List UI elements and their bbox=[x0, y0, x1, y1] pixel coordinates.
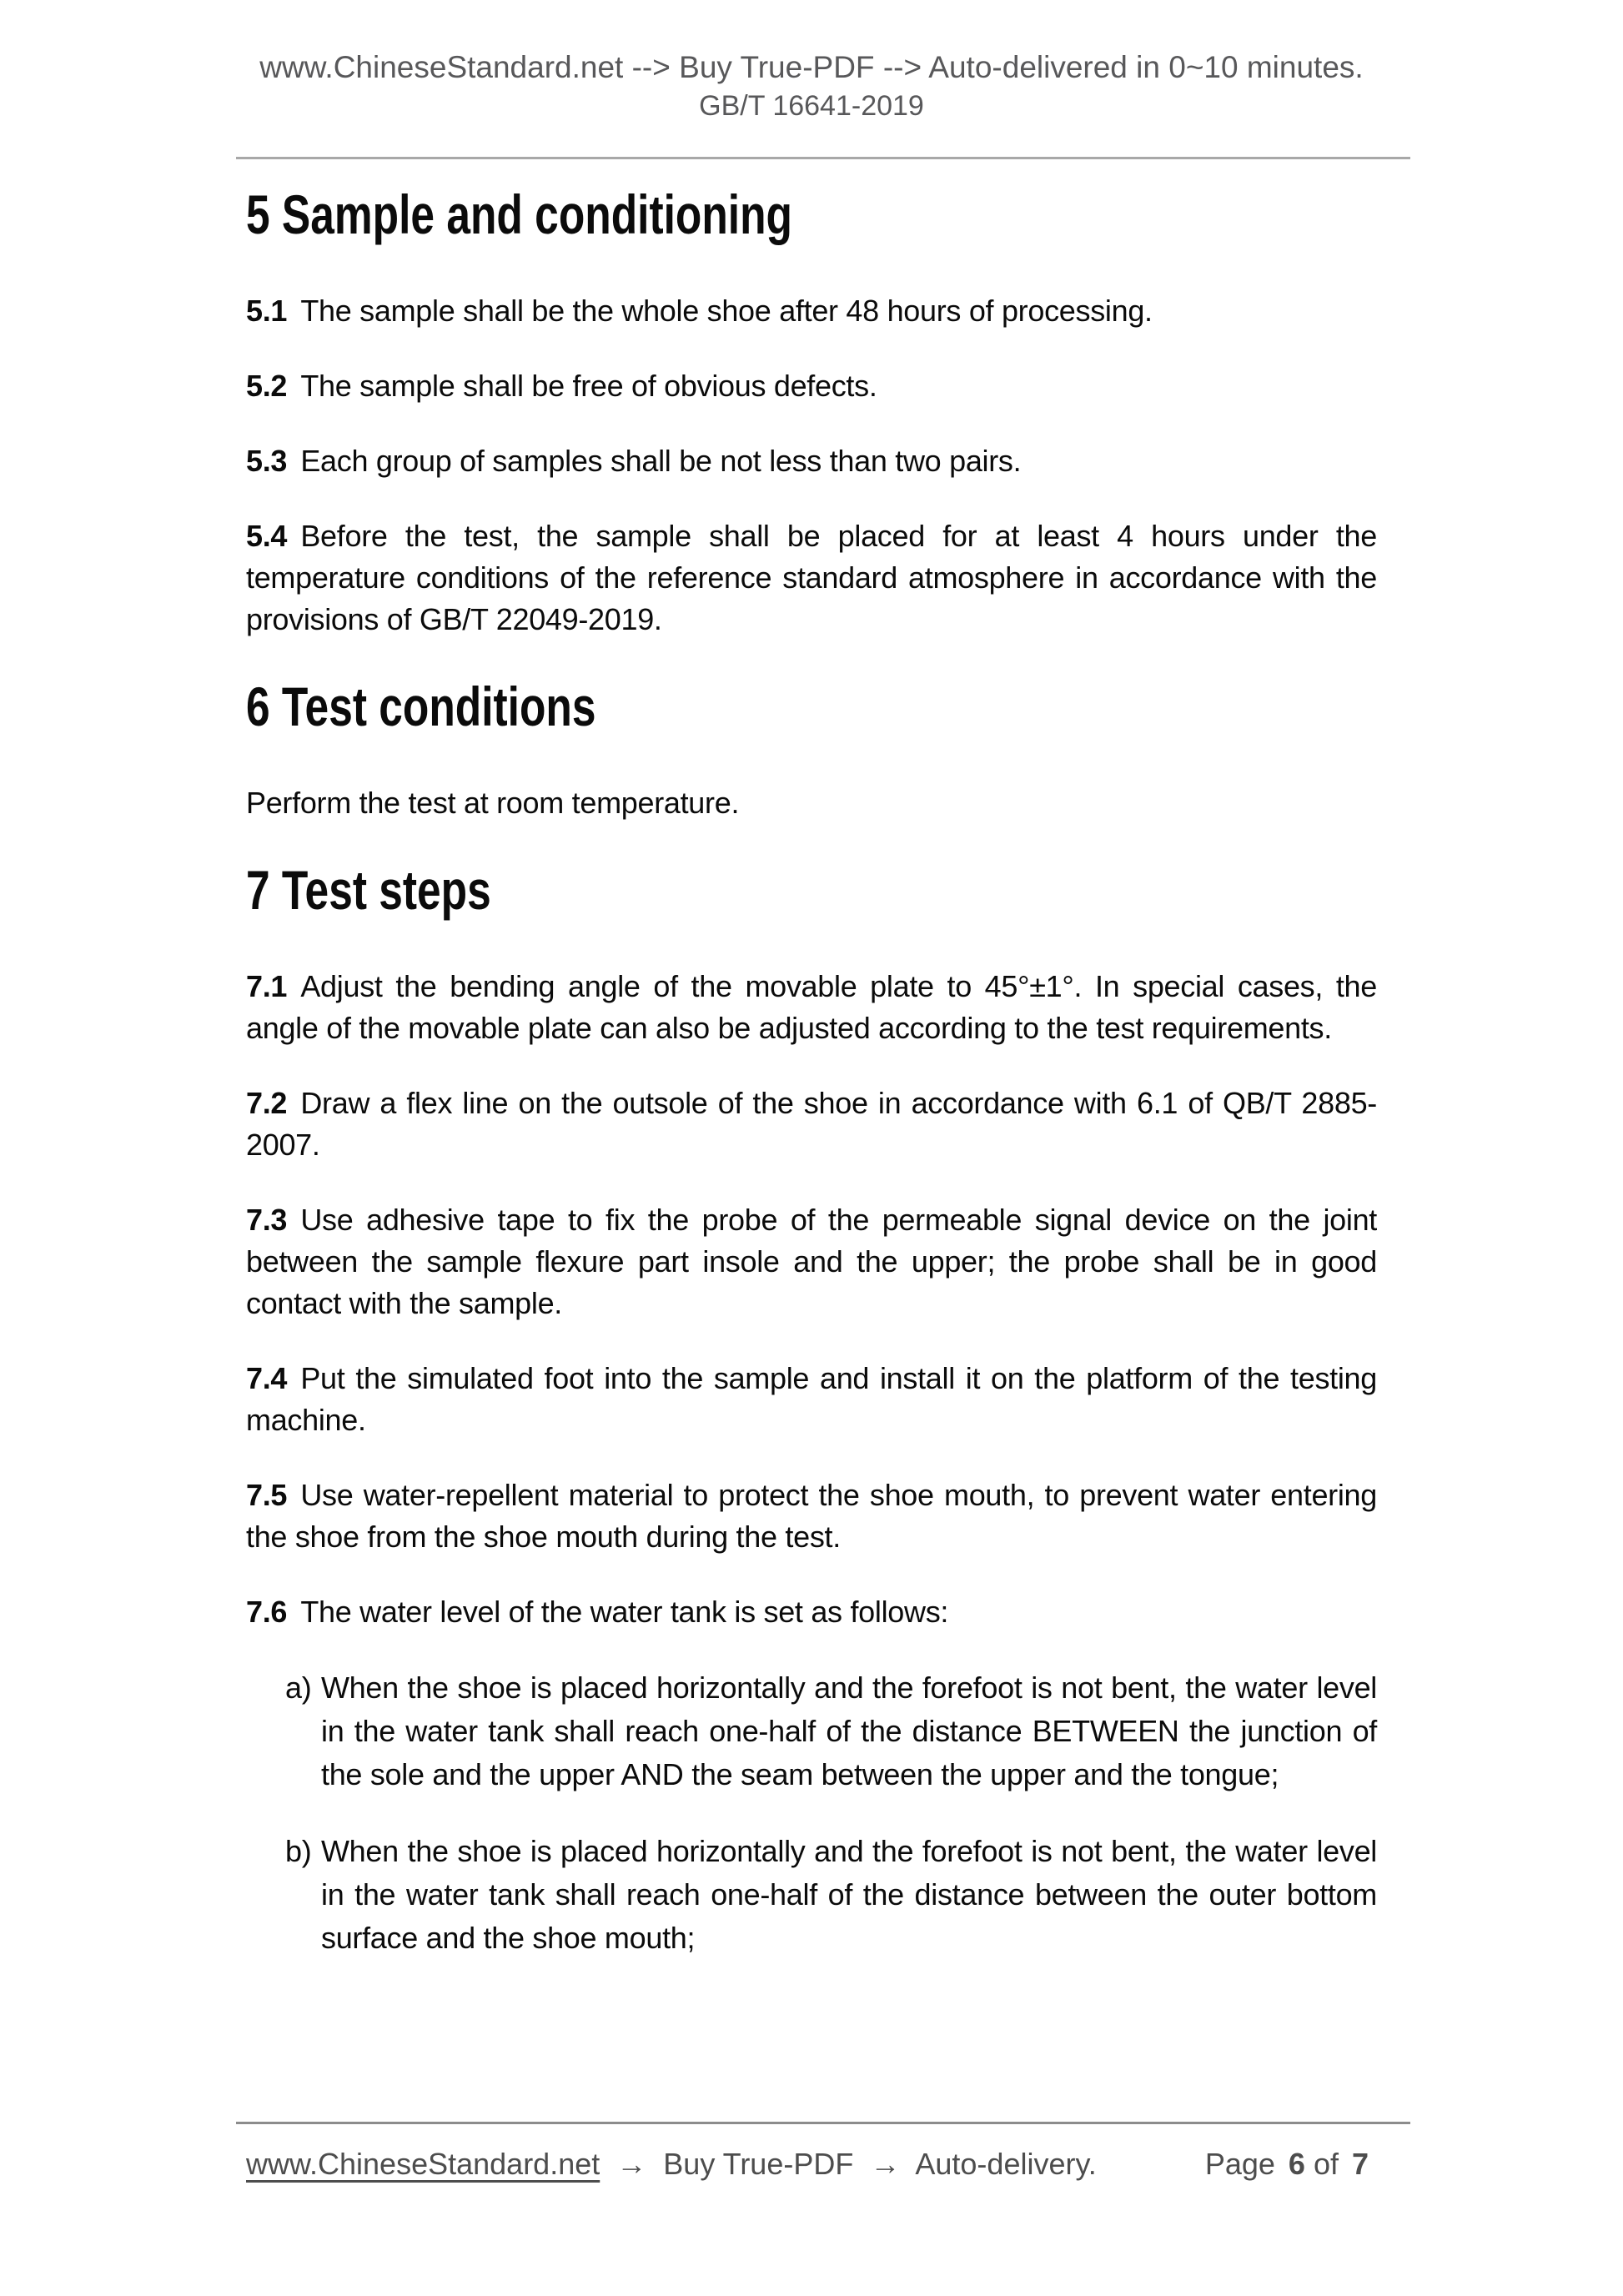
clause-7-3 bbox=[246, 1199, 1377, 1324]
clause-7-5-text: Use water-repellent material to protect the shoe mouth, to prevent water entering the shoe from the shoe mouth during the test. bbox=[246, 1478, 1377, 1554]
page-total: 7 bbox=[1351, 2147, 1369, 2181]
clause-6-text: Perform the test at room temperature. bbox=[246, 786, 740, 820]
clause-5-1-number: 5.1 bbox=[246, 294, 288, 328]
page-word: Page bbox=[1204, 2147, 1275, 2181]
clause-7-2 bbox=[246, 1083, 1377, 1166]
clause-7-1 bbox=[246, 966, 1377, 1049]
footer-buy-label: Buy True-PDF bbox=[663, 2147, 854, 2181]
page-number bbox=[1205, 2145, 1377, 2183]
clause-7-5-number: 7.5 bbox=[246, 1478, 288, 1512]
clause-5-2 bbox=[246, 365, 1377, 407]
clause-7-2-text: Draw a flex line on the outsole of the shoe in accordance with 6.1 of QB/T 2885-2007. bbox=[246, 1086, 1377, 1162]
clause-7-6-number: 7.6 bbox=[246, 1595, 288, 1629]
footer-links bbox=[246, 2145, 1105, 2183]
clause-5-4-number: 5.4 bbox=[246, 519, 288, 553]
clause-5-4 bbox=[246, 515, 1377, 641]
of-word: of bbox=[1313, 2147, 1339, 2181]
section-7-title: 7 Test steps bbox=[246, 859, 491, 921]
section-5-title: 5 Sample and conditioning bbox=[246, 183, 792, 245]
page-current: 6 bbox=[1288, 2147, 1305, 2181]
clause-7-4-text: Put the simulated foot into the sample and install it on the platform of the testing machine. bbox=[246, 1361, 1377, 1437]
arrow-right-icon: → bbox=[870, 2147, 901, 2181]
list-item-a-marker: a) bbox=[285, 1671, 312, 1705]
clause-5-3-number: 5.3 bbox=[246, 444, 288, 478]
section-6-title: 6 Test conditions bbox=[246, 676, 596, 737]
clause-7-6 bbox=[246, 1591, 1377, 1633]
footer-delivery-label: Auto-delivery. bbox=[915, 2147, 1097, 2181]
list-item-b-marker: b) bbox=[285, 1834, 312, 1868]
clause-7-4-number: 7.4 bbox=[246, 1361, 288, 1395]
clause-7-1-text: Adjust the bending angle of the movable plate to 45°±1°. In special cases, the angle of the movable plate can also be adjusted according to the test requirements. bbox=[246, 969, 1377, 1045]
footer-site-link[interactable]: www.ChineseStandard.net bbox=[246, 2147, 600, 2181]
arrow-right-icon: → bbox=[616, 2147, 647, 2181]
footer-divider bbox=[236, 2122, 1410, 2124]
clause-5-4-text: Before the test, the sample shall be placed for at least 4 hours under the temperature conditions of the reference standard atmosphere in accordance with the provisions of GB/T 22049-2019. bbox=[246, 519, 1377, 636]
list-item-a-text: When the shoe is placed horizontally and the forefoot is not bent, the water level in the water tank shall reach one-half of the distance BETWEEN the junction of the sole and the upper AND the seam between the upper and the tongue; bbox=[321, 1671, 1377, 1791]
document-body bbox=[246, 182, 1377, 1993]
page-header bbox=[0, 48, 1623, 125]
header-divider bbox=[236, 157, 1410, 159]
clause-5-2-text: The sample shall be free of obvious defects. bbox=[300, 369, 877, 403]
clause-7-6-text: The water level of the water tank is set as follows: bbox=[300, 1595, 949, 1629]
clause-5-2-number: 5.2 bbox=[246, 369, 288, 403]
clause-7-4 bbox=[246, 1358, 1377, 1441]
clause-5-1 bbox=[246, 290, 1377, 332]
clause-7-1-number: 7.1 bbox=[246, 969, 288, 1003]
header-doc-number: GB/T 16641-2019 bbox=[699, 90, 924, 122]
clause-7-3-number: 7.3 bbox=[246, 1203, 288, 1237]
clause-6-body bbox=[246, 782, 1377, 824]
clause-5-3 bbox=[246, 440, 1377, 482]
list-item-b bbox=[246, 1830, 1377, 1960]
header-tagline: www.ChineseStandard.net --> Buy True-PDF --> Auto-delivered in 0~10 minutes. bbox=[259, 50, 1364, 84]
clause-7-2-number: 7.2 bbox=[246, 1086, 288, 1120]
clause-7-5 bbox=[246, 1475, 1377, 1558]
clause-7-3-text: Use adhesive tape to fix the probe of the permeable signal device on the joint between the sample flexure part insole and the upper; the probe shall be in good contact with the sample. bbox=[246, 1203, 1377, 1320]
page-footer bbox=[246, 2145, 1377, 2183]
list-item-a bbox=[246, 1666, 1377, 1796]
clause-5-3-text: Each group of samples shall be not less than two pairs. bbox=[300, 444, 1022, 478]
clause-5-1-text: The sample shall be the whole shoe after 48 hours of processing. bbox=[300, 294, 1153, 328]
list-item-b-text: When the shoe is placed horizontally and the forefoot is not bent, the water level in the water tank shall reach one-half of the distance between the outer bottom surface and the shoe mouth; bbox=[321, 1834, 1377, 1955]
